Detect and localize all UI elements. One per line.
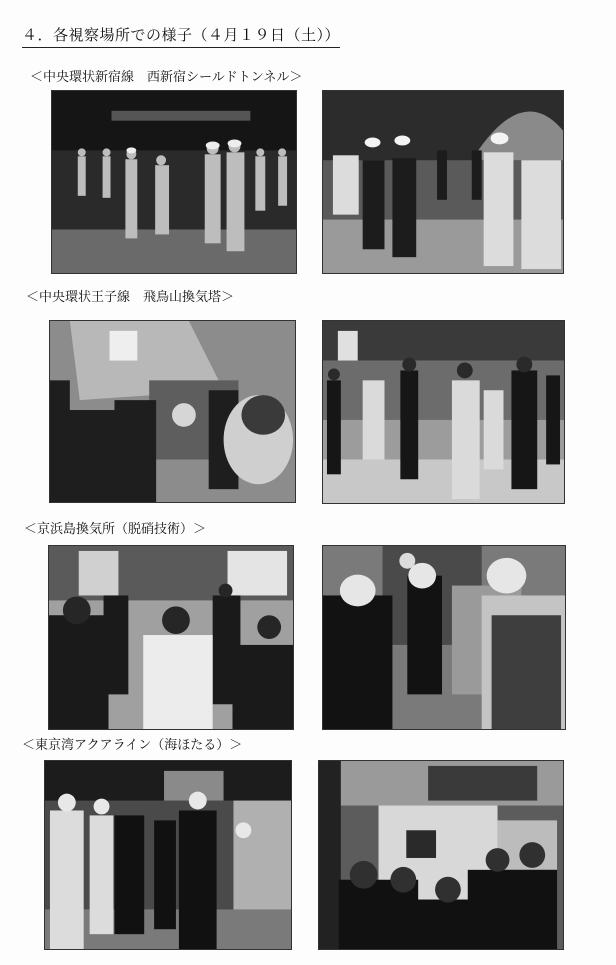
section-label-shinjuku-shield-tunnel: ＜中央環状新宿線 西新宿シールドトンネル＞: [30, 70, 303, 85]
photo-denitrification-equipment: [322, 545, 566, 730]
section-label-asukayama-ventilation: ＜中央環状王子線 飛鳥山換気塔＞: [26, 290, 235, 305]
photo-aqualine-visitors-corridor: [44, 760, 292, 950]
photo-tunnel-visitors-helmets: [322, 90, 564, 274]
photo-ventilation-station-briefing: [48, 545, 294, 730]
photo-aqualine-exhibit-display: [318, 760, 564, 950]
photo-ventilation-tower-group: [322, 320, 565, 504]
section-label-keihinjima-ventilation: ＜京浜島換気所（脱硝技術）＞: [24, 522, 207, 537]
section-label-aqualine-umihotaru: ＜東京湾アクアライン（海ほたる）＞: [22, 738, 243, 753]
photo-tunnel-group-walking: [51, 90, 297, 274]
page-heading: ４．各視察場所での様子（４月１９日（土））: [22, 24, 340, 48]
photo-ventilation-tower-equipment: [49, 320, 296, 503]
